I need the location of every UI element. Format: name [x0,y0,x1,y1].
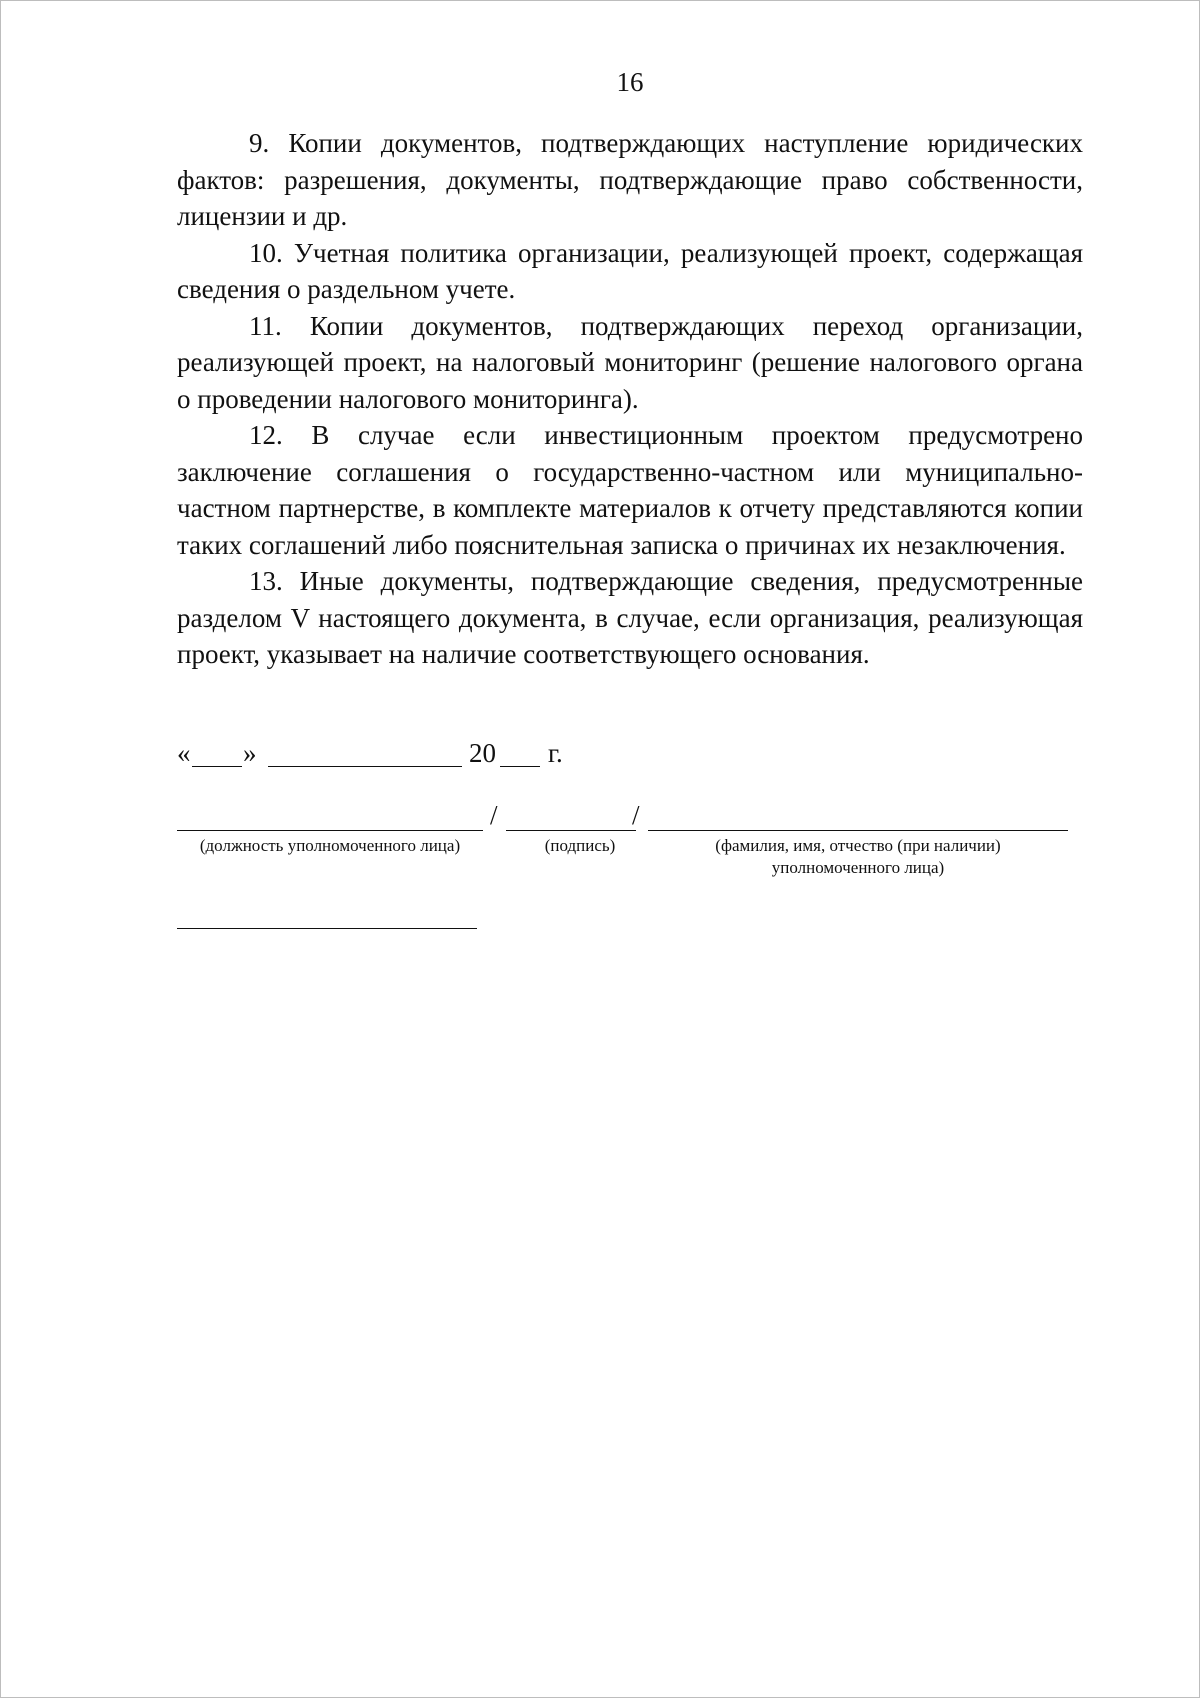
signature-block [177,797,1077,887]
separator-slash-2: / [632,800,640,830]
paragraph-item-10: 10. Учетная политика организации, реализующей проект, содержащая сведения о раздельном учете. [177,237,1083,304]
separator-slash-1: / [490,800,498,830]
year-blank[interactable] [500,766,540,767]
date-line [177,735,777,775]
full-name-line[interactable] [648,830,1068,831]
signature-line[interactable] [506,830,636,831]
year-prefix: 20 [469,738,496,768]
page-number: 16 [616,67,644,97]
month-blank[interactable] [268,766,462,767]
full-name-caption [648,835,1068,879]
year-suffix: г. [548,738,563,768]
position-line[interactable] [177,830,483,831]
position-caption: (должность уполномоченного лица) [199,836,461,855]
full-name-caption-line-1: (фамилия, имя, отчество (при наличии) [715,836,1001,855]
paragraph-item-12: 12. В случае если инвестиционным проектом предусмотрено заключение соглашения о государственно-частном или муниципально-частном партнерстве, в комплекте материалов к отчету представляются копии таких соглашений либо пояснительная записка о причинах их незаключения. [177,420,1083,560]
footnote-separator [177,928,477,929]
paragraph-item-13: 13. Иные документы, подтверждающие сведения, предусмотренные разделом V настоящего документа, в случае, если организация, реализующая проект, указывает на наличие соответствующего основания. [177,566,1083,669]
day-blank[interactable] [192,766,242,767]
signature-caption: (подпись) [544,836,616,855]
date-close-quote: » [243,738,257,768]
date-open-quote: « [177,738,191,768]
document-body [177,125,1083,673]
full-name-caption-line-2: уполномоченного лица) [771,858,945,877]
paragraph-item-9: 9. Копии документов, подтверждающих наступление юридических фактов: разрешения, документы, подтверждающие право собственности, лицензии и др. [177,128,1083,231]
paragraph-item-11: 11. Копии документов, подтверждающих переход организации, реализующей проект, на налоговый мониторинг (решение налогового органа о проведении налогового мониторинга). [177,310,1083,414]
